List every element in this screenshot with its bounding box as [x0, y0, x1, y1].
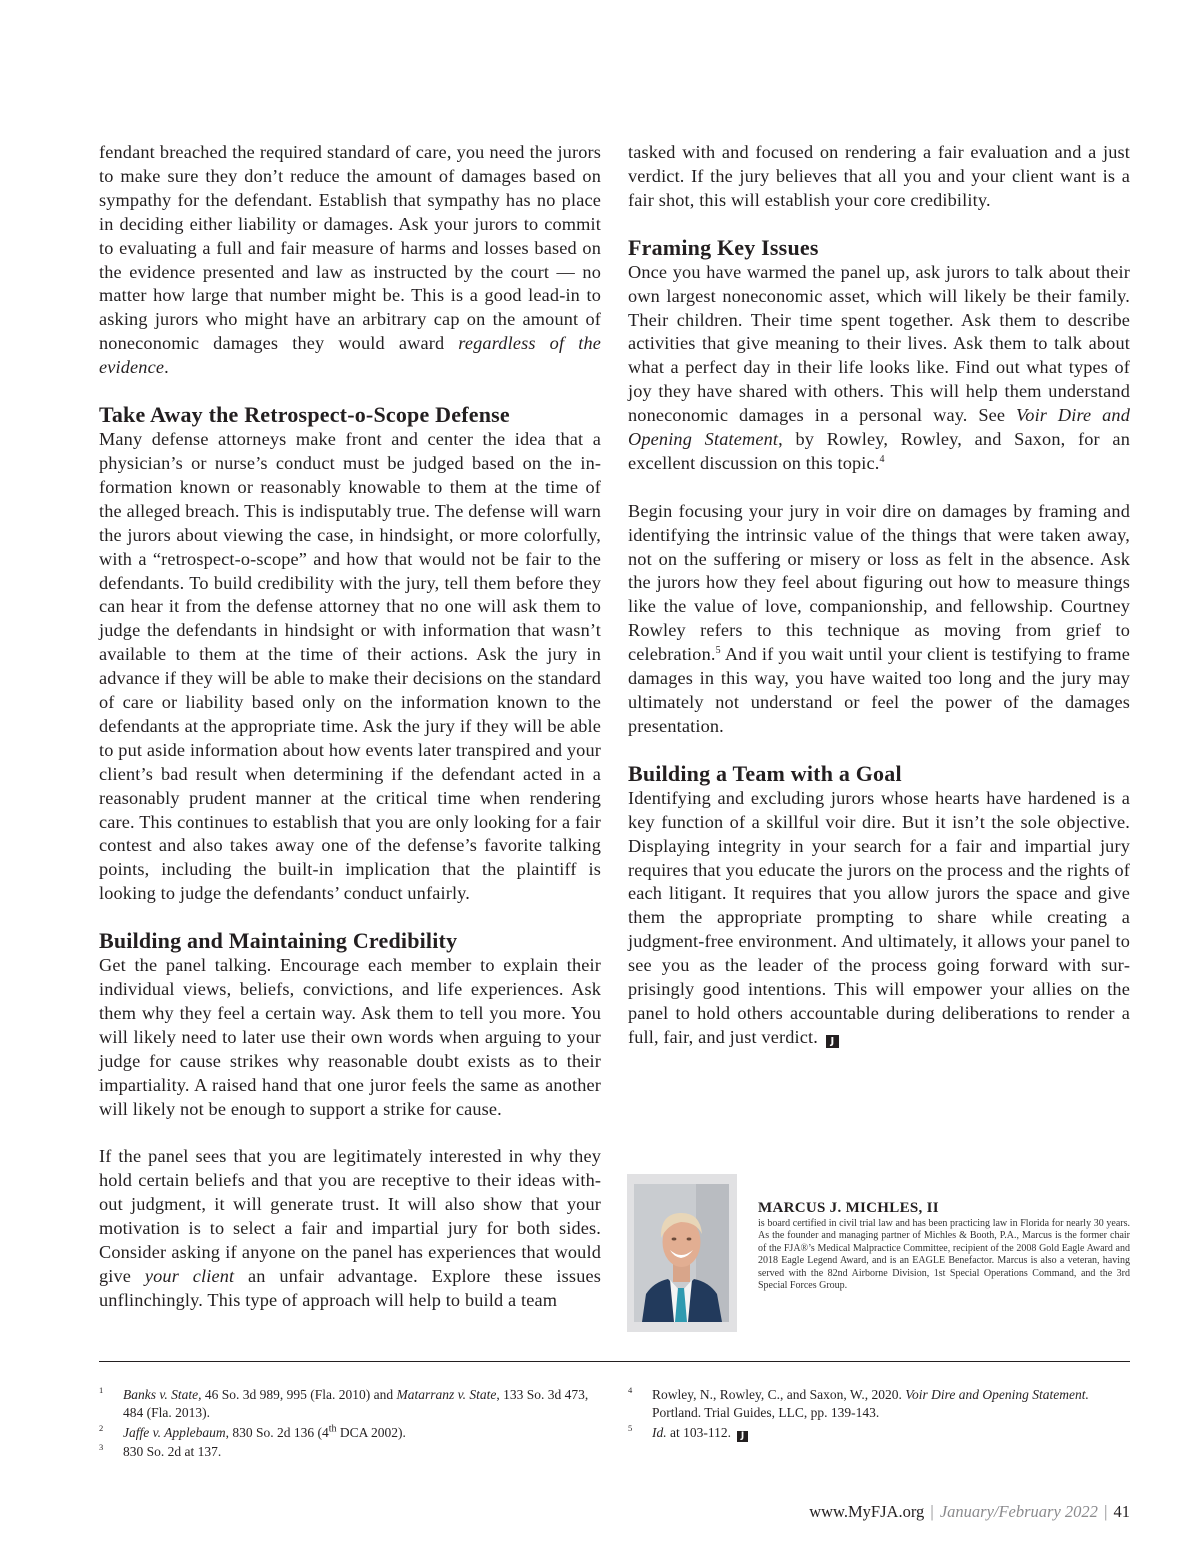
author-description: is board certified in civil trial law and has been practicing law in Florida for nearly 30 years. As the founder and managing partner of Michles & Booth, P.A., Marcus is the former chair of the FJA®’s Medical Malpractice Committee, recipient of the 2008 Gold Eagle Award and 2018 Eagle Legend Award, and is an EAGLE Benefactor. Marcus is also a veteran, having served with the 82nd Airborne Division, 1st Special Operations Command, and the 3rd Special Forces Group.: [758, 1218, 1130, 1292]
footer-issue-date: January/February 2022: [939, 1502, 1098, 1521]
heading-retrospect: Take Away the Retrospect-o-Scope Defense: [99, 402, 510, 428]
footnote-divider: [99, 1361, 1130, 1362]
footnote-number: 3: [99, 1442, 104, 1453]
footnote-1: 1 Banks v. State, 46 So. 3d 989, 995 (Fla. 2010) and Matarranz v. State, 133 So. 3d 473, 484 (Fla. 2013).: [99, 1385, 589, 1420]
framing-emphasis: Voir Dire and Opening Statement: [628, 405, 1130, 450]
author-name: MARCUS J. MICHLES, II: [758, 1200, 939, 1216]
footnote-ref-4[interactable]: 4: [879, 453, 885, 465]
footnote-number: 2: [99, 1422, 104, 1433]
intro-emphasis: regardless of the evidence: [99, 333, 601, 378]
credibility-paragraph: Get the panel talking. Encourage each member to explain their individual views, beliefs, convictions, and life experiences. Ask them why they feel a certain way. Ask them to tell you more. You will likely need to later use their own words when arguing to your judge for cause strikes why reasonable doubt exists as to their impartiality. A raised hand that one juror feels the same as another will likely not be enough to support a strike for cause.: [99, 955, 601, 1119]
heading-credibility: Building and Maintaining Credibility: [99, 928, 458, 954]
end-mark-icon: J: [826, 1035, 839, 1048]
right-column: [628, 141, 1130, 1050]
panel-emphasis: your client: [144, 1265, 235, 1286]
focus-paragraph: Begin focusing your jury in voir dire on damages by framing and identifying the intrinsic value of the things that were taken away, not on the suffering or misery or loss as felt in the absence. Ask the jurors how they feel about figuring out how to measure things like the value of love, companionship, and fellowship. Courtney Rowley refers to this technique as moving from grief to celebration.$^5$ And if you wait until your client is testifying to frame damages in this way, you have waited too long and the jury may ultimately not understand or feel the power of the damages presentation.: [628, 500, 1130, 736]
page-footer: www.MyFJA.org | January/February 2022 | 41: [809, 1502, 1130, 1521]
framing-paragraph: Once you have warmed the panel up, ask jurors to talk about their own largest noneconomic asset, which will likely be their family. Their children. Their time spent together. Ask them to describe activities that give meaning to their lives. Ask them to talk about what a perfect day in their life looks like. Find out what types of joy they have shared with others. This will help them understand noneconomic damages in a personal way. See Voir Dire and Opening Statement, by Rowley, Rowley, and Saxon, for an excellent discussion on this topic.$^4$: [628, 261, 1130, 473]
heading-team: Building a Team with a Goal: [628, 760, 902, 786]
retrospect-paragraph: Many defense attorneys make front and center the idea that a physician’s or nurse’s conduct must be judged based on the information known or reasonably knowable to them at the time of the alleged breach. This is indisputably true. The defense will warn the jurors about viewing the case, in hindsight, or more colorfully, with a “retrospect-o-scope” and how that would not be fair to the defendants. To build credibility with the jury, tell them before they can hear it from the defense attorney that no one will ask them to judge the defendants in hindsight or with information that wasn’t available to them at the time of their actions. Ask the jury in advance if they will be able to make their decisions on the standard of care or liability based only on the information known to the defendants at the appropriate time. Ask the jury if they will be able to put aside information about how events later transpired and your client’s bad result when determining if the defendant acted in a reasonably prudent manner at the critical time when rendering care. This continues to establish that you are only looking for a fair contest and also takes away one of the defense’s favorite talking points, including the built-in implication that the plaintiff is looking to judge the defendants’ conduct unfairly.: [99, 429, 601, 904]
end-mark-icon: J: [737, 1431, 748, 1442]
footnote-ref-5[interactable]: 5: [715, 645, 721, 657]
footnotes-left: [99, 1386, 589, 1463]
author-portrait-icon: [634, 1184, 729, 1322]
left-column: [99, 141, 601, 1313]
author-bio-text: [758, 1200, 1130, 1292]
author-bio: [627, 1174, 1132, 1332]
footer-website-link[interactable]: www.MyFJA.org: [809, 1502, 925, 1521]
footnote-4: 4 Rowley, N., Rowley, C., and Saxon, W., 2020. Voir Dire and Opening Statement. Portland. Trial Guides, LLC, pp. 139-143.: [628, 1385, 1089, 1420]
page-number: 41: [1113, 1502, 1130, 1521]
intro-paragraph: fendant breached the required standard of care, you need the jurors to make sure they don’t reduce the amount of damages based on sympathy for the defendant. Establish that sympathy has no place in deciding either liability or damages. Ask your jurors to commit to evaluating a full and fair measure of harms and losses based on the evidence presented and law as instructed by the court — no matter how large that number might be. This is a good lead-in to asking jurors who might have an arbitrary cap on the amount of noneconomic damages they would award regardless of the evidence.: [99, 142, 601, 378]
footnotes-right: [628, 1386, 1128, 1444]
footnote-5: 5 Id. at 103-112. J: [628, 1424, 1128, 1442]
panel-paragraph: If the panel sees that you are legitimately interested in why they hold certain beliefs and that you are receptive to their ideas without judgment, it will generate trust. It will also show that your motivation is to select a fair and impartial jury for both sides. Consider asking if anyone on the panel has experiences that would give your client an unfair advantage. Explore these issues unflinchingly. This type of approach will help to build a team: [99, 1146, 602, 1310]
footnote-number: 4: [628, 1385, 633, 1395]
continuation-paragraph: tasked with and focused on rendering a fair evaluation and a just verdict. If the jury believes that all you and your client want is a fair shot, this will establish your core credibility.: [628, 142, 1130, 210]
footnote-3: 3 830 So. 2d at 137.: [99, 1442, 222, 1460]
heading-framing: Framing Key Issues: [628, 234, 819, 260]
footnote-2: 2 Jaffe v. Applebaum, 830 So. 2d 136 (4th DCA 2002).: [99, 1422, 406, 1440]
author-photo-frame: [627, 1174, 737, 1332]
footnote-number: 1: [99, 1385, 104, 1395]
footnote-number: 5: [628, 1422, 633, 1433]
team-paragraph: Identifying and excluding jurors whose hearts have hardened is a key function of a skillful voir dire. But it isn’t the sole objective. Displaying integrity in your search for a fair and impartial jury requires that you educate the jurors on the process and the rights of each litigant. It requires that you allow jurors the space and give them the appropriate prompting to share while creating a judgment-free environment. And ultimately, it allows your panel to see you as the leader of the process going forward with surprisingly good intentions. This will empower your allies on the panel to hold others accountable during deliberations to render a full, fair, and just verdict. J: [628, 787, 1130, 1047]
author-photo: [634, 1184, 729, 1322]
